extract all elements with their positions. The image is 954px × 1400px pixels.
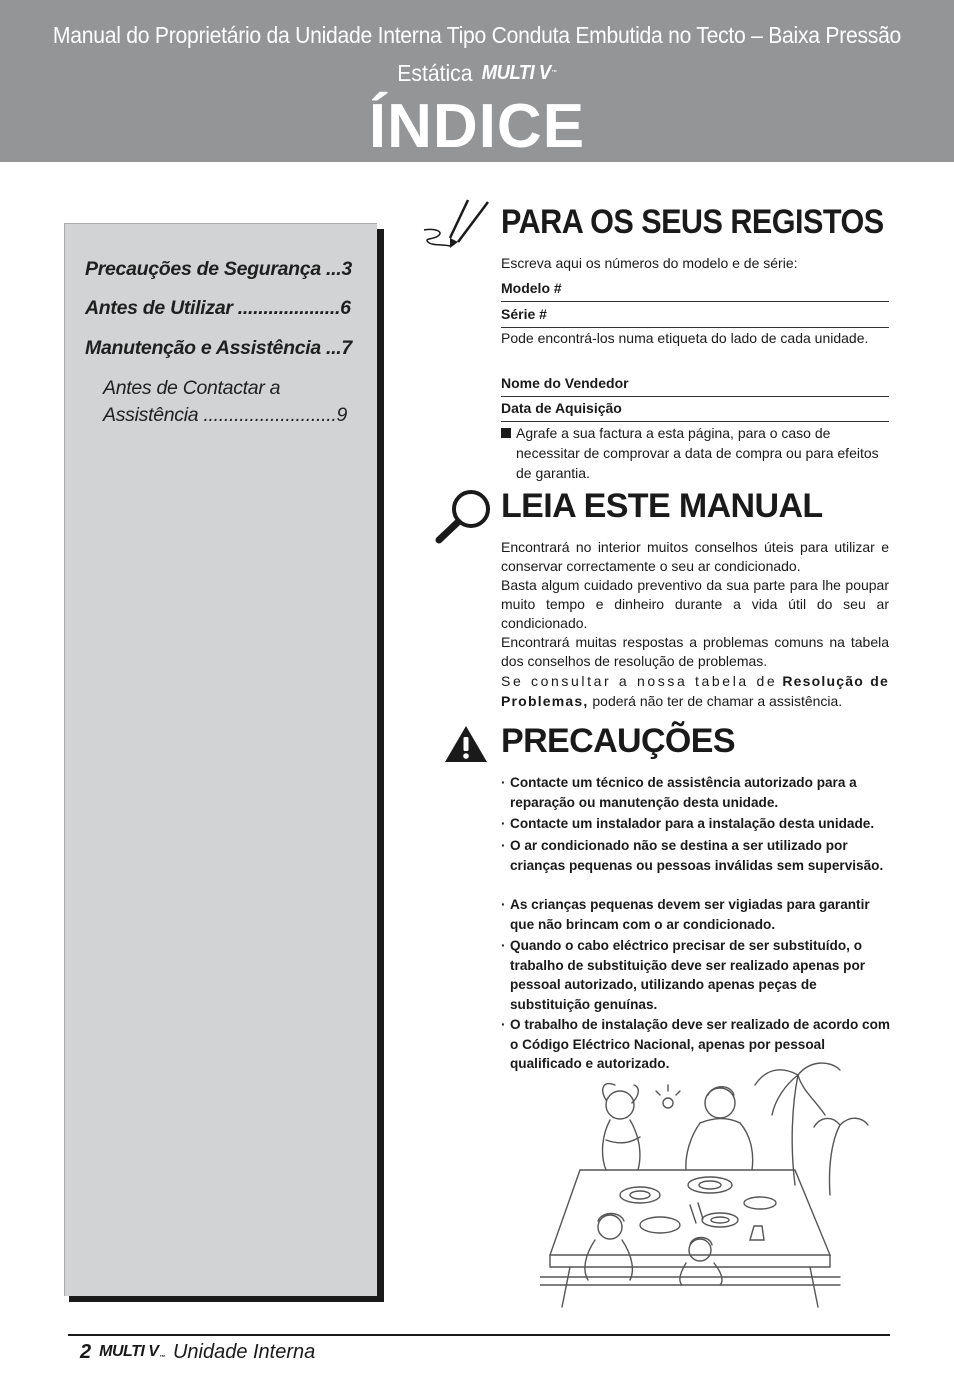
manual-subtitle: Manual do Proprietário da Unidade Interna Tipo Conduta Embutida no Tecto – Baixa Pressão bbox=[52, 22, 902, 48]
footer-brand-logo-text: MULTI V bbox=[99, 1343, 159, 1360]
troubleshooting-reference: Resolução de Problemas, bbox=[501, 673, 889, 709]
square-bullet-icon bbox=[501, 428, 511, 438]
page-number: 2 bbox=[80, 1340, 92, 1363]
toc-item-maintenance[interactable]: Manutenção e Assistência ...7 bbox=[85, 337, 352, 359]
toc-sub-item-before-contact[interactable] bbox=[103, 375, 361, 429]
page-title: ÍNDICE bbox=[368, 92, 586, 161]
label-location-note: Pode encontrá-los numa etiqueta do lado de cada unidade. bbox=[501, 330, 869, 346]
leia-para-2: Basta algum cuidado preventivo da sua parte para lhe poupar muito tempo e dinheiro durante a vida útil do seu ar condicionado. bbox=[501, 577, 889, 631]
staple-note bbox=[501, 423, 889, 483]
toc-sub-item-line2: Assistência ..........................9 bbox=[103, 404, 348, 426]
leia-para-3: Encontrará muitas respostas a problemas comuns na tabela dos conselhos de resolução de problemas. bbox=[501, 634, 889, 669]
pen-icon bbox=[420, 198, 492, 254]
toc-sub-item-line1: Antes de Contactar a bbox=[103, 377, 281, 399]
leia-heading: LEIA ESTE MANUAL bbox=[501, 487, 823, 525]
brand-logo-text: MULTI V bbox=[481, 62, 551, 84]
precaution-item: · As crianças pequenas devem ser vigiadas para garantir que não brincam com o ar condicionado. bbox=[501, 895, 896, 934]
staple-note-text: Agrafe a sua factura a esta página, para o caso de necessitar de comprovar a data de compra ou para efeitos de garantia. bbox=[516, 425, 879, 481]
leia-para-4-post: poderá não ter de chamar a assistência. bbox=[592, 693, 843, 709]
footer-brand-trademark: ™ bbox=[159, 1355, 165, 1361]
toc-panel bbox=[64, 223, 377, 1296]
leia-para-1: Encontrará no interior muitos conselhos úteis para utilizar e conservar correctamente o seu ar condicionado. bbox=[501, 539, 889, 574]
leia-para-4-pre: Se consultar a nossa tabela de bbox=[501, 673, 778, 689]
precaution-item: · Quando o cabo eléctrico precisar de ser substituído, o trabalho de substituição deve ser realizado apenas por pessoal autorizado, utilizando apenas peças de substituição genuínas. bbox=[501, 936, 896, 1014]
footer-rule bbox=[68, 1334, 890, 1336]
page-header bbox=[0, 0, 954, 162]
registos-heading: PARA OS SEUS REGISTOS bbox=[501, 203, 884, 241]
brand-trademark: ™ bbox=[551, 70, 557, 76]
precaution-item: · Contacte um técnico de assistência autorizado para a reparação ou manutenção desta unidade. bbox=[501, 773, 896, 812]
manual-subtitle-line2 bbox=[38, 58, 916, 88]
warning-icon bbox=[443, 724, 489, 764]
page-footer bbox=[80, 1339, 315, 1365]
brand-logo bbox=[482, 58, 557, 88]
footer-label: Unidade Interna bbox=[172, 1340, 316, 1363]
purchase-date-field-label[interactable]: Data de Aquisição bbox=[501, 399, 889, 422]
dealer-field-label[interactable]: Nome do Vendedor bbox=[501, 374, 889, 397]
toc-item-safety[interactable]: Precauções de Segurança ...3 bbox=[85, 258, 352, 280]
precaution-item: · Contacte um instalador para a instalação desta unidade. bbox=[501, 814, 896, 834]
model-field-label[interactable]: Modelo # bbox=[501, 279, 889, 302]
picnic-illustration bbox=[540, 1045, 870, 1310]
precaution-item: · O trabalho de instalação deve ser realizado de acordo com o Código Eléctrico Nacional, apenas por pessoal qualificado e autorizado. bbox=[501, 1015, 896, 1074]
precaution-item: · O ar condicionado não se destina a ser utilizado por crianças pequenas ou pessoas inválidas sem supervisão. bbox=[501, 836, 896, 875]
serial-field-label[interactable]: Série # bbox=[501, 305, 889, 328]
manual-subtitle-suffix: Estática bbox=[397, 60, 473, 86]
magnifier-icon bbox=[434, 488, 494, 544]
registos-intro: Escreva aqui os números do modelo e de série: bbox=[501, 255, 798, 271]
footer-brand-logo bbox=[99, 1343, 165, 1361]
precaucoes-heading: PRECAUÇÕES bbox=[501, 722, 735, 760]
leia-para-4 bbox=[501, 671, 889, 711]
toc-item-before-use[interactable]: Antes de Utilizar ....................6 bbox=[85, 297, 351, 319]
